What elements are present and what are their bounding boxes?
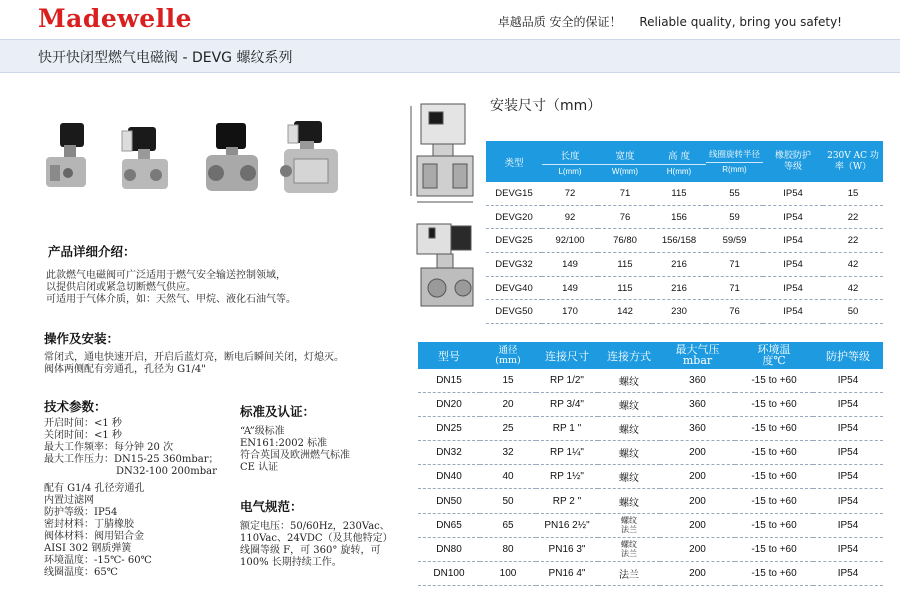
dim-header-cell: 长度 L(mm): [542, 141, 598, 182]
dimension-table: [486, 141, 883, 324]
dim-header-cell: 线圈旋转半径 R(mm): [706, 141, 763, 182]
install-title: 安装尺寸（mm）: [490, 98, 602, 114]
table-row: DN25 25 RP 1 " 螺纹 360 -15 to +60 IP54: [418, 417, 883, 441]
tech-heading: 技术参数：: [44, 399, 107, 414]
dim-header-cell: 橡胶防护等级: [763, 141, 823, 182]
drawing-iso-view: [417, 224, 473, 306]
valve-photo-2: [122, 127, 168, 189]
tagline-cn: 卓越品质 安全的保证！: [497, 15, 622, 29]
product-intro-heading: 产品详细介绍：: [48, 244, 136, 259]
tech-text: 开启时间：<1 秒 关闭时间：<1 秒 最大工作频率：每分钟 20 次 最大工作压力：DN15-25 360mbar； DN32-100 200mbar 配有 G1/4 孔径旁通孔 内置过滤网 防护等级：IP54 密封材料：丁腈橡胶 阀体材料：阀用铝合金 AISI 302 钢质弹簧 环境温度：-15℃- 60℃ 线圈温度：65℃: [44, 418, 219, 578]
table-row: DN80 80 PN16 3" 螺纹 法兰 200 -15 to +60 IP54: [418, 537, 883, 561]
product-photos: [38, 115, 338, 200]
drawing-side-view: [411, 104, 473, 202]
table-row: DEVG40 149 115 216 71 IP54 42: [486, 276, 883, 300]
spec-header-cell: 最大气压mbar: [660, 342, 735, 369]
title-band: [0, 39, 900, 73]
valve-photo-1: [46, 123, 86, 187]
table-row: DN100 100 PN16 4" 法兰 200 -15 to +60 IP54: [418, 561, 883, 585]
dim-header-cell: 230V AC 功率（W）: [823, 141, 883, 182]
table-row: DN32 32 RP 1¼" 螺纹 200 -15 to +60 IP54: [418, 441, 883, 465]
valve-photo-4: [280, 121, 338, 193]
operation-text: 常闭式，通电快速开启，开启后蓝灯亮，断电后瞬间关闭，灯熄灭。 阀体两侧配有旁通孔，孔径为 G1/4": [44, 352, 344, 375]
dim-header-cell: 宽度 W(mm): [598, 141, 652, 182]
dim-header-cell: 类型: [486, 141, 542, 182]
table-row: DEVG32 149 115 216 71 IP54 42: [486, 253, 883, 277]
table-row: DEVG25 92/100 76/80 156/158 59/59 IP54 22: [486, 229, 883, 253]
operation-heading: 操作及安装：: [44, 331, 120, 346]
product-intro-text: 此款燃气电磁阀可广泛适用于燃气安全输送控制领域， 以提供启闭或紧急切断燃气供应。 可适用于气体介质，如：天然气、甲烷、液化石油气等。: [46, 270, 296, 305]
table-row: DN20 20 RP 3/4" 螺纹 360 -15 to +60 IP54: [418, 393, 883, 417]
dimension-drawings: [407, 98, 487, 318]
table-row: DEVG20 92 76 156 59 IP54 22: [486, 205, 883, 229]
table-row: DEVG50 170 142 230 76 IP54 50: [486, 300, 883, 324]
spec-header-cell: 型号: [418, 342, 480, 369]
standards-text: “A”级标准 EN161:2002 标准 符合英国及欧洲燃气标准 CE 认证: [240, 426, 350, 473]
table-row: DN50 50 RP 2 " 螺纹 200 -15 to +60 IP54: [418, 489, 883, 513]
tagline: [498, 13, 842, 30]
electrical-text: 额定电压：50/60Hz，230Vac、 110Vac、24VDC（及其他特定） 线圈等级 F，可 360° 旋转，可 100% 长期持续工作。: [240, 521, 393, 568]
spec-header-cell: 通径(mm): [480, 342, 536, 369]
electrical-heading: 电气规范：: [240, 499, 303, 514]
table-row: DN15 15 RP 1/2" 螺纹 360 -15 to +60 IP54: [418, 369, 883, 393]
spec-header-cell: 环境温度℃: [735, 342, 813, 369]
brand-logo: Madewelle: [38, 4, 193, 33]
standards-heading: 标准及认证：: [240, 404, 316, 419]
table-row: DN40 40 RP 1½" 螺纹 200 -15 to +60 IP54: [418, 465, 883, 489]
dimension-table-header: [486, 141, 883, 182]
spec-table: [418, 342, 883, 586]
spec-table-header: [418, 342, 883, 369]
tagline-en: Reliable quality, bring you safety!: [639, 15, 842, 29]
table-row: DN65 65 PN16 2½" 螺纹 法兰 200 -15 to +60 IP54: [418, 513, 883, 537]
page-title: 快开快闭型燃气电磁阀 - DEVG 螺纹系列: [38, 50, 293, 66]
dim-header-cell: 高 度 H(mm): [652, 141, 706, 182]
spec-header-cell: 连接尺寸: [536, 342, 598, 369]
spec-header-cell: 防护等级: [813, 342, 883, 369]
valve-photo-3: [206, 123, 258, 191]
table-row: DEVG15 72 71 115 55 IP54 15: [486, 182, 883, 205]
spec-header-cell: 连接方式: [598, 342, 660, 369]
